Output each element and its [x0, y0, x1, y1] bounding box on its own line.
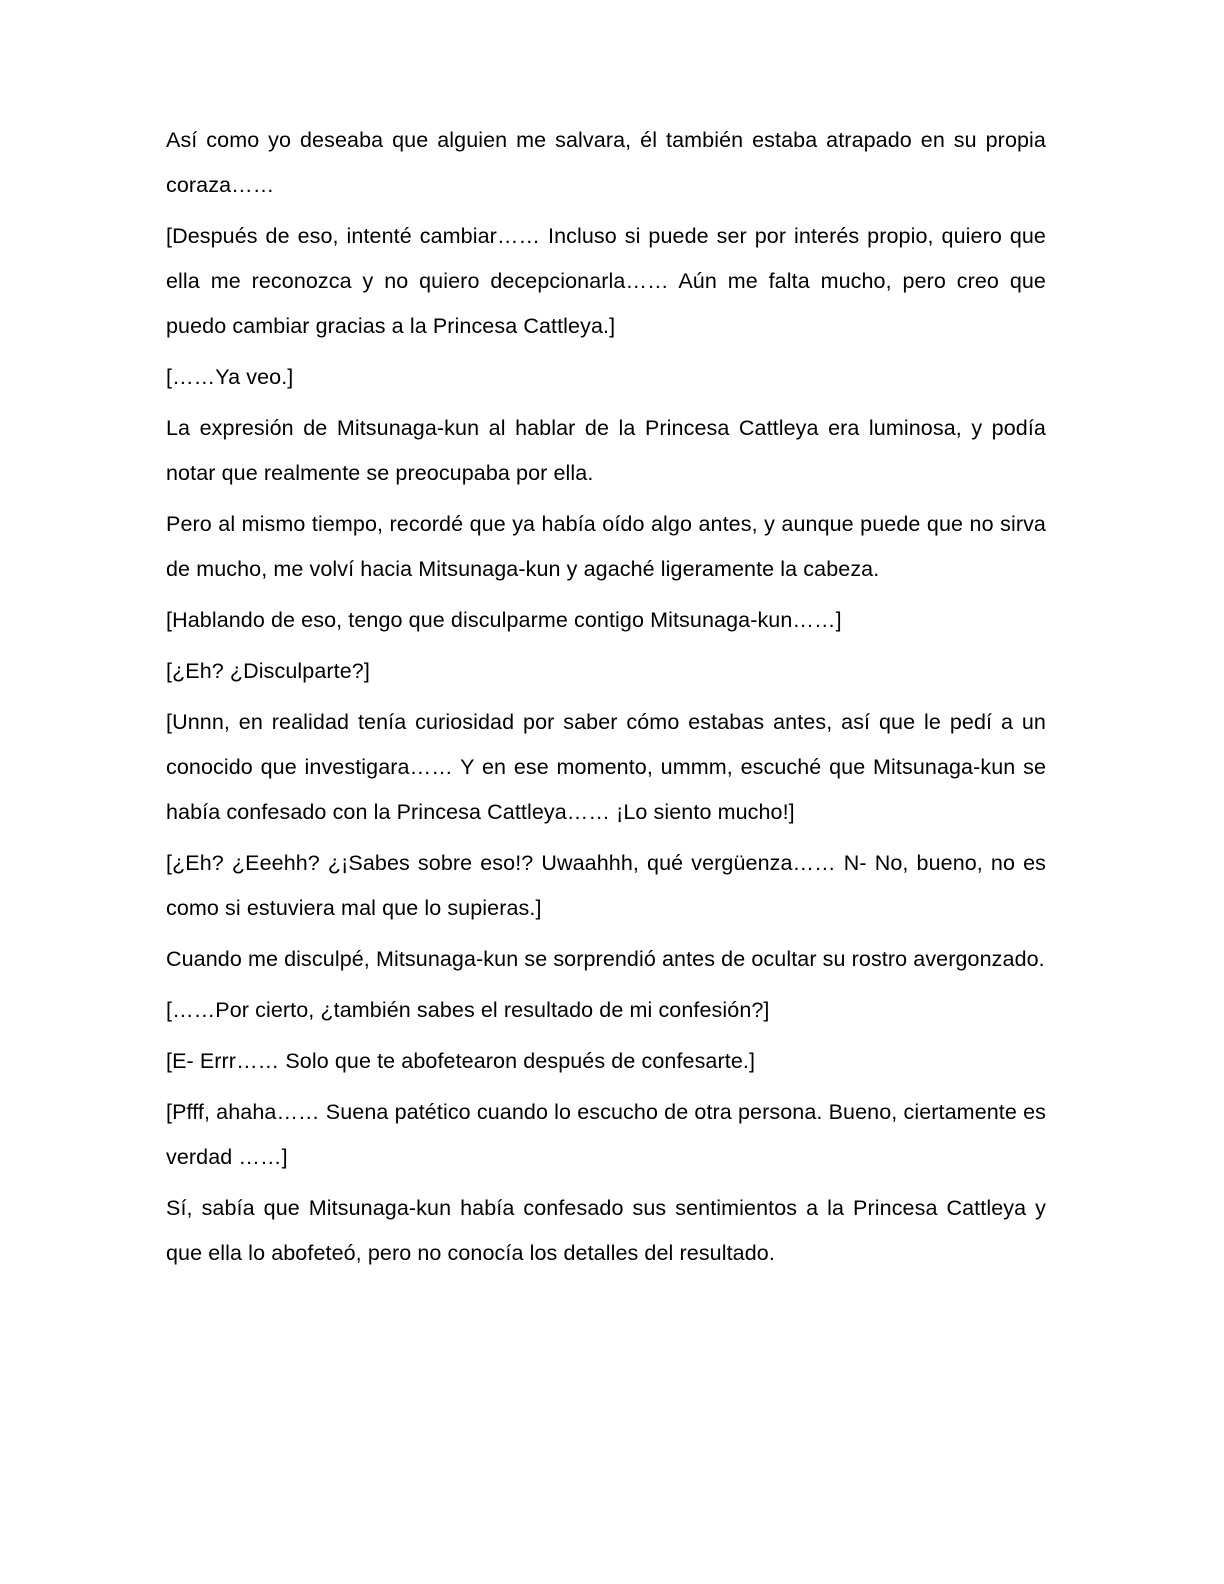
paragraph: Así como yo deseaba que alguien me salvara, él también estaba atrapado en su propia coraza……	[166, 128, 1046, 197]
paragraph: Cuando me disculpé, Mitsunaga-kun se sorprendió antes de ocultar su rostro avergonzado.	[166, 947, 1045, 971]
paragraph: Sí, sabía que Mitsunaga-kun había confesado sus sentimientos a la Princesa Cattleya y que ella lo abofeteó, pero no conocía los detalles del resultado.	[166, 1196, 1046, 1265]
paragraph: [¿Eh? ¿Eeehh? ¿¡Sabes sobre eso!? Uwaahhh, qué vergüenza…… N- No, bueno, no es como si estuviera mal que lo supieras.]	[166, 851, 1046, 920]
paragraph: [Pfff, ahaha…… Suena patético cuando lo escucho de otra persona. Bueno, ciertamente es verdad ……]	[166, 1100, 1046, 1169]
paragraph: [¿Eh? ¿Disculparte?]	[166, 659, 370, 683]
paragraph: [Unnn, en realidad tenía curiosidad por saber cómo estabas antes, así que le pedí a un conocido que investigara…… Y en ese momento, ummm, escuché que Mitsunaga-kun se había confesado con la Princesa Cattleya…… ¡Lo siento mucho!]	[166, 710, 1046, 824]
paragraph: [……Ya veo.]	[166, 365, 294, 389]
paragraph: [……Por cierto, ¿también sabes el resultado de mi confesión?]	[166, 998, 770, 1022]
paragraph: [Hablando de eso, tengo que disculparme contigo Mitsunaga-kun……]	[166, 608, 842, 632]
paragraph: La expresión de Mitsunaga-kun al hablar de la Princesa Cattleya era luminosa, y podía notar que realmente se preocupaba por ella.	[166, 416, 1046, 485]
paragraph: Pero al mismo tiempo, recordé que ya había oído algo antes, y aunque puede que no sirva de mucho, me volví hacia Mitsunaga-kun y agaché ligeramente la cabeza.	[166, 512, 1046, 581]
document-text-column	[166, 118, 1046, 1276]
paragraph: [E- Errr…… Solo que te abofetearon después de confesarte.]	[166, 1049, 756, 1073]
paragraph: [Después de eso, intenté cambiar…… Incluso si puede ser por interés propio, quiero que ella me reconozca y no quiero decepcionarla…… Aún me falta mucho, pero creo que puedo cambiar gracias a la Princesa Cattleya.]	[166, 224, 1046, 338]
